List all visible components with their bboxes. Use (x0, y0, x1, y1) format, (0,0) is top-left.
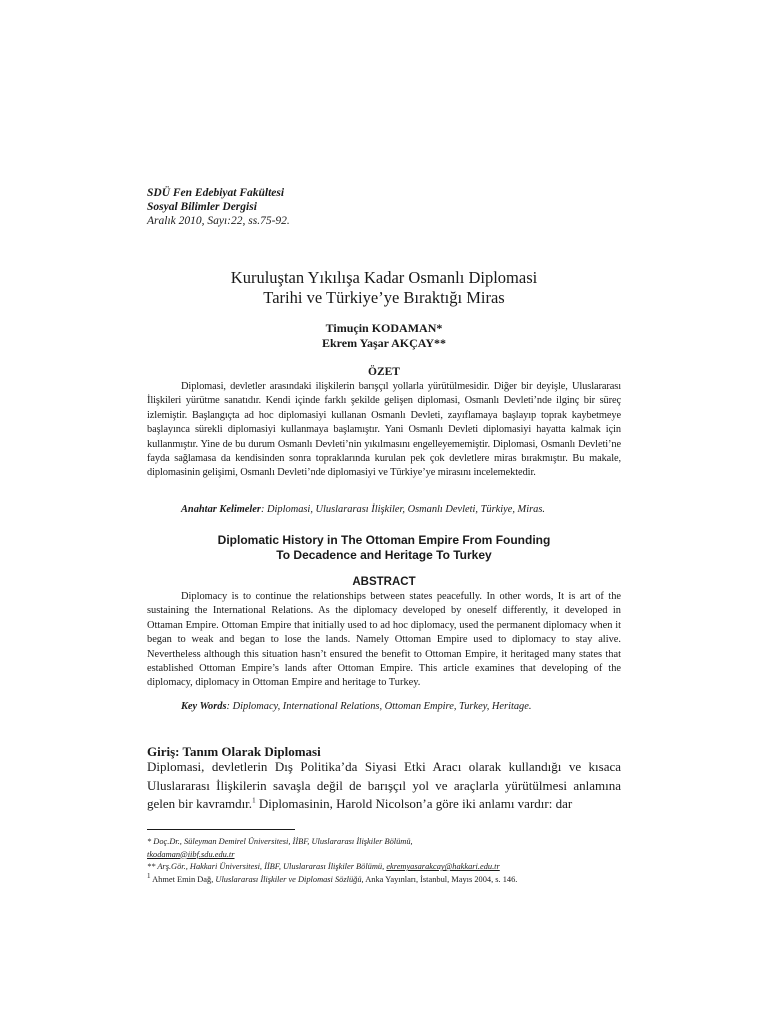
footnote-email-2[interactable]: ekremyasarakcay@hakkari.edu.tr (386, 862, 500, 871)
journal-header (147, 186, 290, 228)
footnote-author-2-text: ** Arş.Gör., Hakkari Üniversitesi, İİBF, Uluslararası İlişkiler Bölümü, (147, 862, 387, 871)
abstract-heading: ABSTRACT (352, 576, 416, 588)
english-keywords-text: : Diplomacy, International Relations, Ottoman Empire, Turkey, Heritage. (226, 701, 532, 712)
footnote-divider (147, 829, 295, 830)
intro-heading: Giriş: Tanım Olarak Diplomasi (147, 744, 321, 759)
footnote-1-publisher: Anka Yayınları, İstanbul, Mayıs 2004, s. 146. (363, 874, 518, 884)
footnote-1-author: Ahmet Emin Dağ, (150, 874, 216, 884)
journal-issue: Aralık 2010, Sayı:22, ss.75-92. (147, 215, 290, 227)
footnote-email-1[interactable]: tkodaman@iibf.sdu.edu.tr (147, 849, 235, 859)
footnotes (147, 836, 621, 886)
english-title (147, 533, 621, 563)
english-title-line2: To Decadence and Heritage To Turkey (276, 548, 492, 562)
author-1: Timuçin KODAMAN* (325, 321, 443, 335)
footnote-1-title: Uluslararası İlişkiler ve Diplomasi Sözlüğü, (215, 874, 364, 884)
footnote-1 (147, 871, 621, 887)
footnote-author-1: * Doç.Dr., Süleyman Demirel Üniversitesi, İİBF, Uluslararası İlişkiler Bölümü, (147, 837, 413, 846)
intro-body-end: Diplomasinin, Harold Nicolson’a göre iki anlamı vardır: dar (255, 796, 573, 811)
ozet-body: Diplomasi, devletler arasındaki ilişkilerin barışçıl yollarla yürütülmesidir. Diğer bir deyişle, Uluslararası İlişkileri yürütme sanatıdır. Kendi içinde farklı şekilde gelişen diplomasi, Osmanlı Devleti’nde ilginç bir süreç izlemiştir. Başlangıçta ad hoc diplomasiyi kullanan Osmanlı Devleti, zayıflamaya başlayıp toprak kaybetmeye başlayınca sürekli diplomasiyi kullanmaya başlamıştır. Yani Osmanlı Devleti diplomasiyi hayatta kalmak için kullanmıştır. Yine de bu durum Osmanlı Devleti’nin yıkılmasını engelleyememiştir. Diplomasi, Osmanlı Devleti’ne fayda sağlamasa da kendisinden sonra topraklarında kurulan pek çok devletlere miras bırakmıştır. Bu makale, diplomasinin gelişimi, Osmanlı Devleti’nde diplomasiyi ve Türkiye’ye mirasını incelemektedir. (147, 381, 621, 479)
abstract-body: Diplomacy is to continue the relationships between states peacefully. In other words, It is art of the sustaining the International Relations. As the diplomacy developed by oneself differently, it developed in Ottaman Empire. Ottoman Empire that initially used to ad hoc diplomacy, used the permanent diplomacy when it began to weak and began to lose the lands. Namely Ottoman Empire used to diplomacy to stay alive. Nevertheless although this situation hasn’t ensured the benefit to Ottoman Empire, it heritaged many states that established Ottoman Empire’s lands after Ottoman Empire. This article examines that developing of the diplomacy, diplomacy in Ottoman Empire and heritage to Turkey. (147, 591, 621, 689)
author-2: Ekrem Yaşar AKÇAY** (321, 336, 446, 350)
footnote-ref-1[interactable]: 1 (252, 796, 256, 805)
journal-name: Sosyal Bilimler Dergisi (147, 201, 257, 213)
english-keywords-label: Key Words (181, 701, 227, 712)
ozet-heading: ÖZET (368, 366, 400, 378)
turkish-keywords-text: : Diplomasi, Uluslararası İlişkiler, Osmanlı Devleti, Türkiye, Miras. (260, 504, 545, 515)
footnote-1-mark: 1 (147, 871, 151, 880)
turkish-keywords (181, 503, 621, 517)
english-keywords (181, 700, 621, 714)
article-title-line1: Kuruluştan Yıkılışa Kadar Osmanlı Diplomasi (230, 268, 538, 287)
english-title-line1: Diplomatic History in The Ottoman Empire From Founding (217, 533, 551, 547)
footnote-author-2 (147, 861, 621, 874)
article-title (147, 268, 621, 308)
intro-body (147, 758, 621, 814)
author-list (147, 321, 621, 351)
journal-faculty: SDÜ Fen Edebiyat Fakültesi (147, 187, 285, 199)
intro-body-start: Diplomasi, devletlerin Dış Politika’da Siyasi Etki Aracı olarak kullandığı ve kısaca Uluslararası İlişkilerin savaşla değil de barışçıl yol ve araçlarla yürütülmesi anlamına gelen bir kavramdır. (147, 759, 621, 811)
article-title-line2: Tarihi ve Türkiye’ye Bıraktığı Miras (263, 288, 505, 307)
turkish-keywords-label: Anahtar Kelimeler (181, 504, 261, 515)
